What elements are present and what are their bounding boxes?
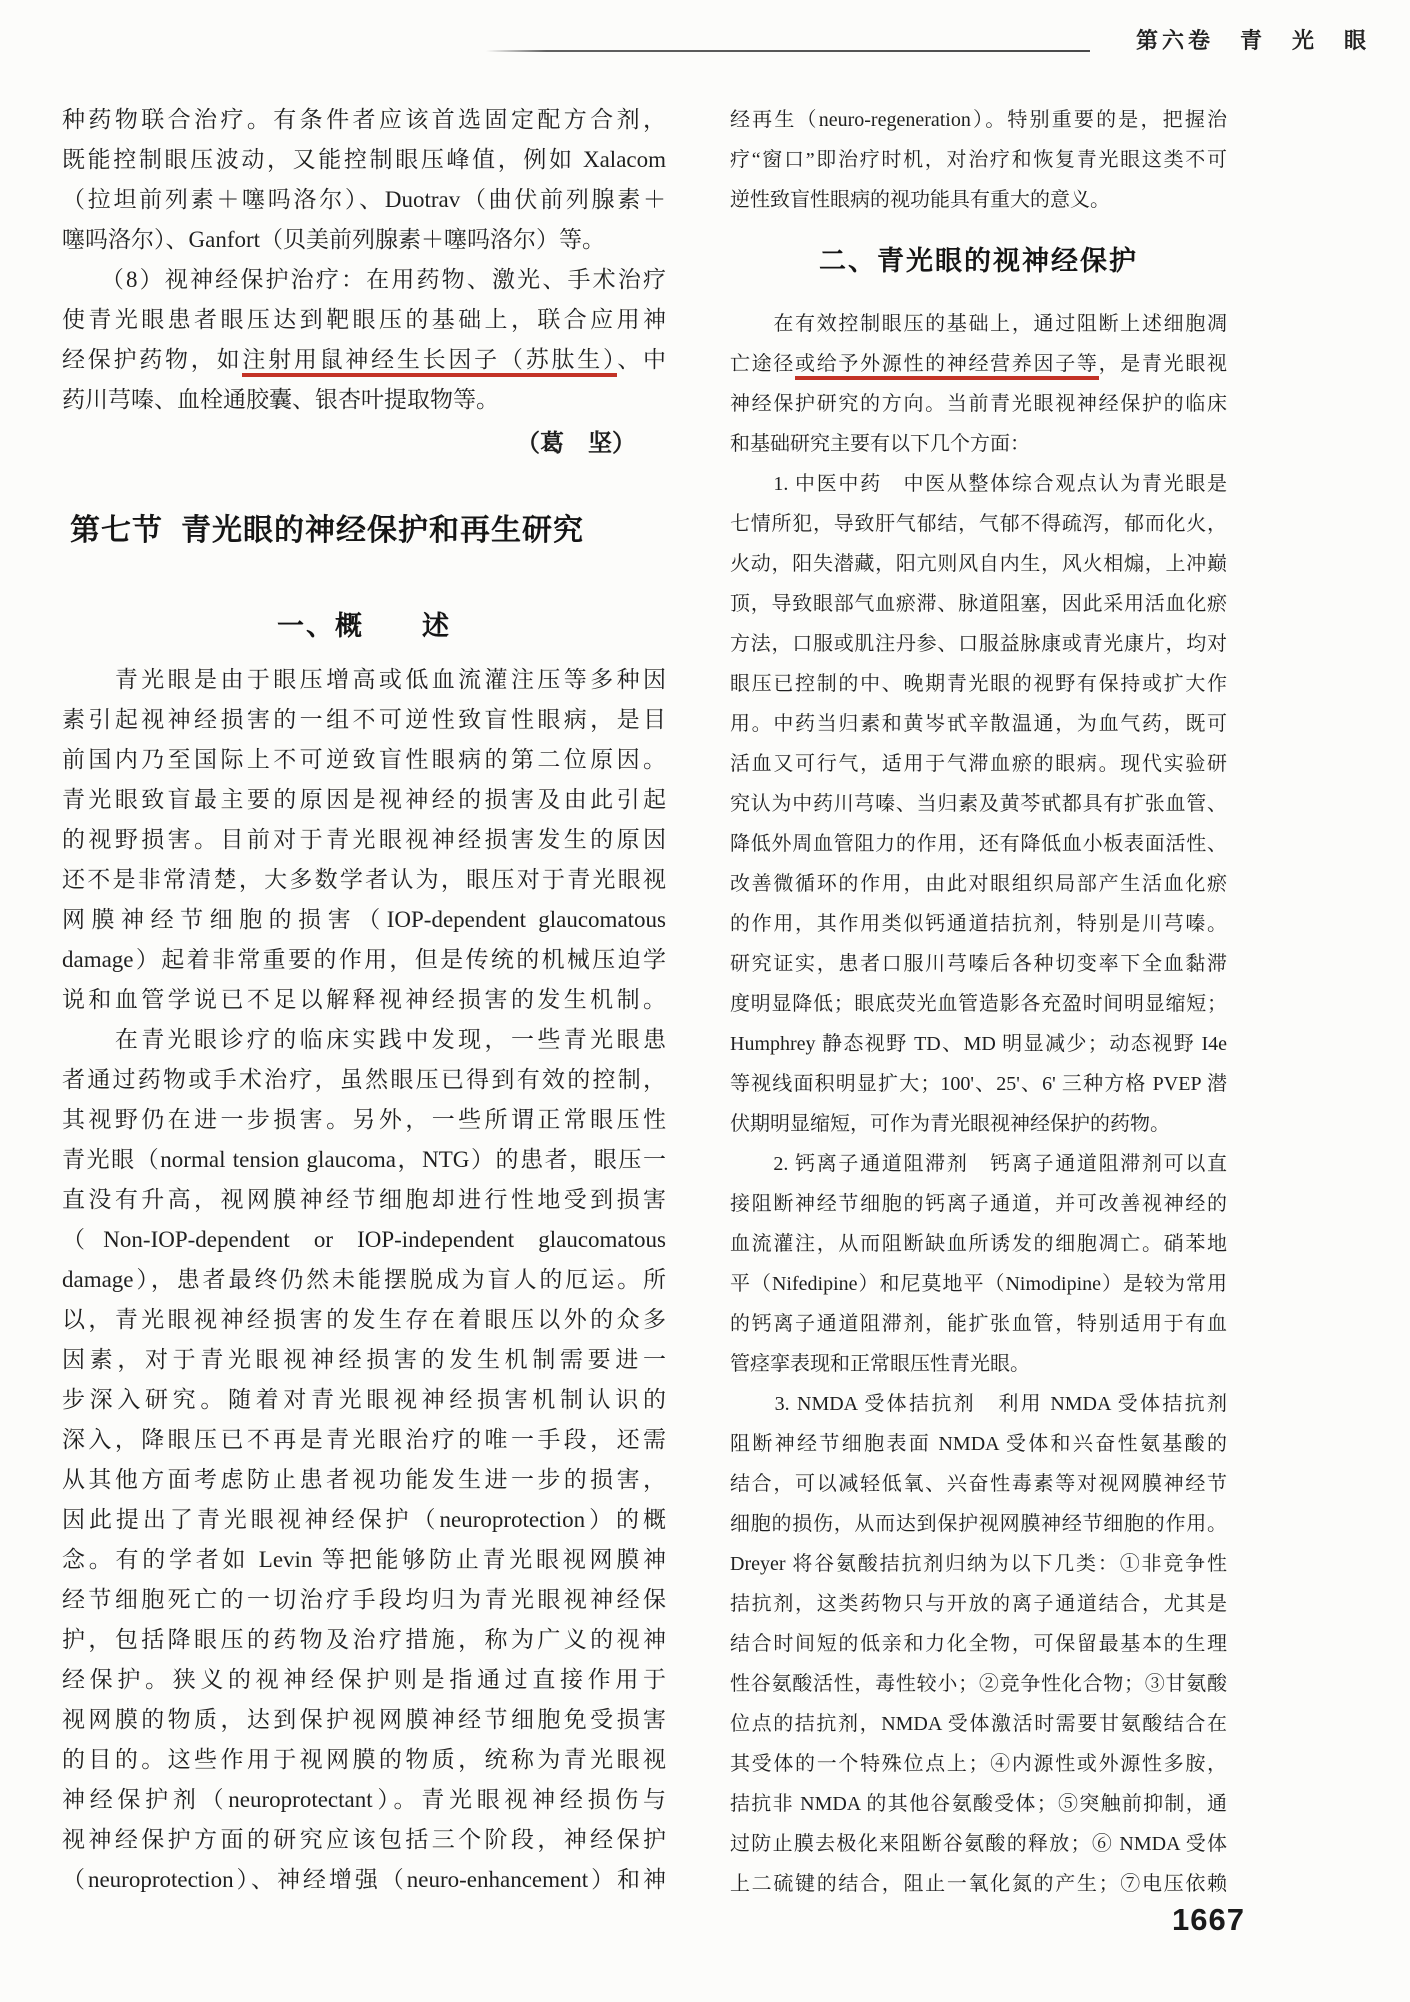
text-line: 经节细胞死亡的一切治疗手段均归为青光眼视神经保 — [62, 1587, 666, 1612]
text-line: （拉坦前列素＋噻吗洛尔）、Duotrav（曲伏前列腺素＋ — [62, 187, 666, 212]
text-line: 七情所犯，导致肝气郁结，气郁不得疏泻，郁而化火， — [730, 513, 1227, 535]
text-line: 用。中药当归素和黄岑甙辛散温通，为血气药，既可 — [730, 713, 1227, 735]
text-segment: ，是青光眼视 — [1098, 353, 1227, 375]
text-line: 说和血管学说已不足以解释视神经损害的发生机制。 — [62, 987, 666, 1012]
text-line: 青光眼是由于眼压增高或低血流灌注压等多种因 — [62, 667, 666, 692]
text-line: 的视野损害。目前对于青光眼视神经损害发生的原因 — [62, 827, 666, 852]
text-line: 其视野仍在进一步损害。另外，一些所谓正常眼压性 — [62, 1107, 666, 1132]
text-line: 究认为中药川芎嗪、当归素及黄芩甙都具有扩张血管、 — [730, 793, 1227, 815]
text-line — [62, 340, 666, 380]
text-line: 位点的拮抗剂，NMDA 受体激活时需要甘氨酸结合在 — [730, 1713, 1227, 1735]
text-line: 过防止膜去极化来阻断谷氨酸的释放；⑥ NMDA 受体 — [730, 1833, 1227, 1855]
text-line: 逆性致盲性眼病的视功能具有重大的意义。 — [730, 189, 1110, 211]
text-line: 深入，降眼压已不再是青光眼治疗的唯一手段，还需 — [62, 1427, 666, 1452]
text-line: 火动，阳失潜藏，阳亢则风自内生，风火相煽，上冲巅 — [730, 553, 1227, 575]
author-signature: （葛 坚） — [516, 431, 636, 457]
text-line: （8）视神经保护治疗：在用药物、激光、手术治疗 — [62, 267, 666, 292]
section-title-text: 青光眼的神经保护和再生研究 — [181, 514, 584, 547]
text-line: 性谷氨酸活性，毒性较小；②竞争性化合物；③甘氨酸 — [730, 1673, 1227, 1695]
text-line: 步深入研究。随着对青光眼视神经损害机制认识的 — [62, 1387, 666, 1412]
text-line: 种药物联合治疗。有条件者应该首选固定配方合剂， — [62, 107, 666, 132]
text-line: 活血又可行气，适用于气滞血瘀的眼病。现代实验研 — [730, 753, 1227, 775]
text-line: 拮抗非 NMDA 的其他谷氨酸受体；⑤突触前抑制，通 — [730, 1793, 1227, 1815]
text-line: 结合时间短的低亲和力化全物，可保留最基本的生理 — [730, 1633, 1227, 1655]
text-line: 阻断神经节细胞表面 NMDA 受体和兴奋性氨基酸的 — [730, 1433, 1227, 1455]
text-line: 改善微循环的作用，由此对眼组织局部产生活血化瘀 — [730, 873, 1227, 895]
text-line — [730, 344, 1227, 384]
text-line: 噻吗洛尔）、Ganfort（贝美前列腺素＋噻吗洛尔）等。 — [62, 227, 606, 252]
text-line: 其受体的一个特殊位点上；④内源性或外源性多胺， — [730, 1753, 1227, 1775]
text-segment: 亡途径 — [730, 353, 796, 375]
text-line: 者通过药物或手术治疗，虽然眼压已得到有效的控制， — [62, 1067, 666, 1092]
text-line: 1. 中医中药 中医从整体综合观点认为青光眼是 — [730, 473, 1227, 495]
text-line: 网膜神经节细胞的损害（IOP-dependent glaucomatous — [62, 907, 666, 932]
left-intro-paragraph — [62, 100, 666, 420]
text-line: （Non-IOP-dependent or IOP-independent glaucomatous — [62, 1227, 666, 1252]
text-line: 血流灌注，从而阻断缺血所诱发的细胞凋亡。硝苯地 — [730, 1233, 1227, 1255]
text-line: 度明显降低；眼底荧光血管造影各充盈时间明显缩短； — [730, 993, 1227, 1015]
subsection-heading-neuroprotection: 二、青光眼的视神经保护 — [819, 246, 1138, 276]
section-number: 第七节 — [70, 514, 163, 547]
text-line: 经保护。狭义的视神经保护则是指通过直接作用于 — [62, 1667, 666, 1692]
text-line: 2. 钙离子通道阻滞剂 钙离子通道阻滞剂可以直 — [730, 1153, 1227, 1175]
text-line: 神经保护剂（neuroprotectant）。青光眼视神经损伤与 — [62, 1787, 666, 1812]
text-line: 细胞的损伤，从而达到保护视网膜神经节细胞的作用。 — [730, 1513, 1227, 1535]
text-line: 研究证实，患者口服川芎嗪后各种切变率下全血黏滞 — [730, 953, 1227, 975]
text-line: 因素，对于青光眼视神经损害的发生机制需要进一 — [62, 1347, 666, 1372]
text-line: 在有效控制眼压的基础上，通过阻断上述细胞凋 — [730, 313, 1227, 335]
text-line: （neuroprotection）、神经增强（neuro-enhancement）和神 — [62, 1867, 666, 1892]
text-line: 降低外周血管阻力的作用，还有降低血小板表面活性、 — [730, 833, 1227, 855]
red-underlined-text: 或给予外源性的神经营养因子等 — [795, 353, 1099, 380]
left-column — [62, 0, 666, 2002]
text-line: damage），患者最终仍然未能摆脱成为盲人的厄运。所 — [62, 1267, 666, 1292]
text-line: Dreyer 将谷氨酸拮抗剂归纳为以下几类：①非竞争性 — [730, 1553, 1227, 1575]
text-segment: 、中 — [617, 347, 666, 372]
page-number: 1667 — [1172, 1902, 1245, 1937]
text-line: 方法，口服或肌注丹参、口服益脉康或青光康片，均对 — [730, 633, 1227, 655]
red-underlined-text: 注射用鼠神经生长因子（苏肽生） — [242, 347, 617, 377]
right-top-paragraph — [730, 100, 1227, 220]
text-line: 的目的。这些作用于视网膜的物质，统称为青光眼视 — [62, 1747, 666, 1772]
text-line: 管痉挛表现和正常眼压性青光眼。 — [730, 1353, 1030, 1375]
text-line: 从其他方面考虑防止患者视功能发生进一步的损害， — [62, 1467, 666, 1492]
text-line: damage）起着非常重要的作用，但是传统的机械压迫学 — [62, 947, 666, 972]
text-line: 的作用，其作用类似钙通道拮抗剂，特别是川芎嗪。 — [730, 913, 1227, 935]
text-line: 上二硫键的结合，阻止一氧化氮的产生；⑦电压依赖 — [730, 1873, 1227, 1895]
text-line: 护，包括降眼压的药物及治疗措施，称为广义的视神 — [62, 1627, 666, 1652]
overview-paragraphs — [62, 660, 666, 1900]
right-column — [730, 0, 1227, 2002]
text-line: 接阻断神经节细胞的钙离子通道，并可改善视神经的 — [730, 1193, 1227, 1215]
text-segment: 经保护药物，如 — [62, 347, 243, 372]
text-line: 和基础研究主要有以下几个方面： — [730, 433, 1030, 455]
text-line: 以，青光眼视神经损害的发生存在着眼压以外的众多 — [62, 1307, 666, 1332]
text-line: 顶，导致眼部气血瘀滞、脉道阻塞，因此采用活血化瘀 — [730, 593, 1227, 615]
text-line: 的钙离子通道阻滞剂，能扩张血管，特别适用于有血 — [730, 1313, 1227, 1335]
neuroprotection-paragraphs — [730, 304, 1227, 1904]
text-line: 经再生（neuro-regeneration）。特别重要的是，把握治 — [730, 109, 1227, 131]
text-line: 既能控制眼压波动，又能控制眼压峰值，例如 Xalacom — [62, 147, 666, 172]
text-line: 神经保护研究的方向。当前青光眼视神经保护的临床 — [730, 393, 1227, 415]
text-line: 伏期明显缩短，可作为青光眼视神经保护的药物。 — [730, 1113, 1170, 1135]
text-line: 在青光眼诊疗的临床实践中发现，一些青光眼患 — [62, 1027, 666, 1052]
text-line: 等视线面积明显扩大；100'、25'、6' 三种方格 PVEP 潜 — [730, 1073, 1227, 1095]
text-line: 拮抗剂，这类药物只与开放的离子通道结合，尤其是 — [730, 1593, 1227, 1615]
text-line: 视网膜的物质，达到保护视网膜神经节细胞免受损害 — [62, 1707, 666, 1732]
text-line: 直没有升高，视网膜神经节细胞却进行性地受到损害 — [62, 1187, 666, 1212]
text-line: 念。有的学者如 Levin 等把能够防止青光眼视网膜神 — [62, 1547, 666, 1572]
text-line: Humphrey 静态视野 TD、MD 明显减少；动态视野 I4e — [730, 1033, 1227, 1055]
text-line: 使青光眼患者眼压达到靶眼压的基础上，联合应用神 — [62, 307, 666, 332]
text-line: 还不是非常清楚，大多数学者认为，眼压对于青光眼视 — [62, 867, 666, 892]
text-line: 眼压已控制的中、晚期青光眼的视野有保持或扩大作 — [730, 673, 1227, 695]
text-line: 3. NMDA 受体拮抗剂 利用 NMDA 受体拮抗剂 — [730, 1393, 1227, 1415]
text-line: 青光眼致盲最主要的原因是视神经的损害及由此引起 — [62, 787, 666, 812]
text-line: 平（Nifedipine）和尼莫地平（Nimodipine）是较为常用 — [730, 1273, 1227, 1295]
text-line: 因此提出了青光眼视神经保护（neuroprotection）的概 — [62, 1507, 666, 1532]
page-header: 第六卷 青 光 眼 — [1135, 28, 1370, 53]
section-heading — [62, 503, 666, 559]
text-line: 青光眼（normal tension glaucoma，NTG）的患者，眼压一 — [62, 1147, 666, 1172]
text-line: 素引起视神经损害的一组不可逆性致盲性眼病，是目 — [62, 707, 666, 732]
subsection-heading-overview: 一、概 述 — [277, 611, 451, 641]
text-line: 结合，可以减轻低氧、兴奋性毒素等对视网膜神经节 — [730, 1473, 1227, 1495]
text-line: 疗“窗口”即治疗时机，对治疗和恢复青光眼这类不可 — [730, 149, 1227, 171]
text-line: 药川芎嗪、血栓通胶囊、银杏叶提取物等。 — [62, 387, 499, 412]
text-line: 前国内乃至国际上不可逆致盲性眼病的第二位原因。 — [62, 747, 666, 772]
text-line: 视神经保护方面的研究应该包括三个阶段，神经保护 — [62, 1827, 666, 1852]
